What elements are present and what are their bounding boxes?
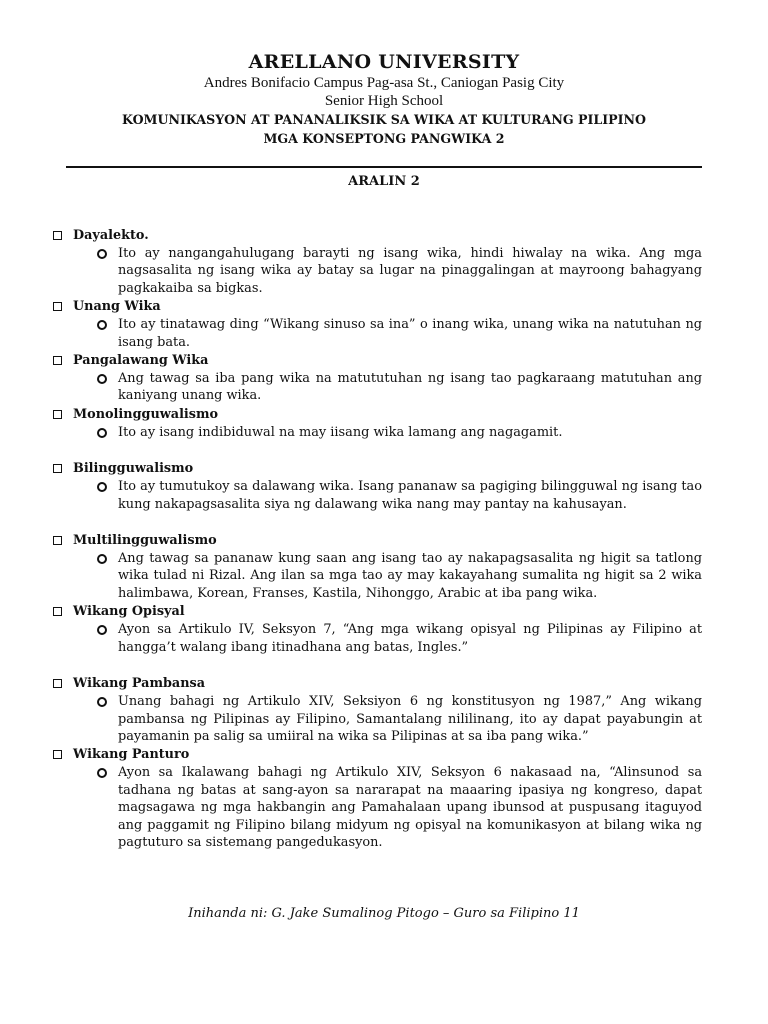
campus-address: Andres Bonifacio Campus Pag-asa St., Caniogan Pasig City — [203, 75, 565, 91]
university-name: ARELLANO UNIVERSITY — [248, 51, 520, 73]
checkbox-icon — [53, 302, 62, 311]
topic-title: MGA KONSEPTONG PANGWIKA 2 — [263, 131, 505, 146]
term-definition: Ito ay tumutukoy sa dalawang wika. Isang pananaw sa pagiging bilingguwal ng isang tao kung nakapagsasalita siya ng dalawang wika nang may pantay na kahusayan. — [118, 479, 702, 512]
document-header — [66, 50, 702, 148]
circle-bullet-icon — [97, 625, 107, 635]
school-level: Senior High School — [324, 93, 444, 109]
term-label: Pangalawang Wika — [73, 353, 209, 369]
prepared-by-footer: Inihanda ni: G. Jake Sumalinog Pitogo – Guro sa Filipino 11 — [188, 906, 580, 921]
circle-bullet-icon — [97, 482, 107, 492]
list-item — [52, 603, 702, 656]
term-definition: Ang tawag sa iba pang wika na matututuhan ng isang tao pagkaraang matutuhan ang kaniyang unang wika. — [118, 371, 702, 404]
list-item — [52, 227, 702, 297]
list-item — [52, 532, 702, 602]
term-definition: Ito ay isang indibiduwal na may iisang wika lamang ang nagagamit. — [118, 424, 563, 440]
term-definition: Ito ay nangangahulugang barayti ng isang wika, hindi hiwalay na wika. Ang mga nagsasalita ng isang wika ay batay sa lugar na pinaggalingan at mayroong bahagyang pagkakaiba sa bigkas. — [118, 246, 702, 296]
header-divider — [66, 166, 702, 168]
checkbox-icon — [53, 231, 62, 240]
checkbox-icon — [53, 750, 62, 759]
term-label: Bilingguwalismo — [73, 461, 194, 477]
term-definition: Ayon sa Ikalawang bahagi ng Artikulo XIV, Seksyon 6 nakasaad na, “Alinsunod sa tadhana ng batas at sang-ayon sa nararapat na maaaring ipasiya ng kongreso, dapat magsagawa ng mga hakbangin ang Pamahalaan upang ibunsod at puspusang itaguyod ang paggamit ng Filipino bilang midyum ng opisyal na komunikasyon at bilang wika ng pagtuturo sa sistemang pangedukasyon. — [118, 765, 702, 850]
circle-bullet-icon — [97, 554, 107, 564]
list-item — [52, 460, 702, 513]
circle-bullet-icon — [97, 374, 107, 384]
term-label: Monolingguwalismo — [73, 406, 219, 422]
checkbox-icon — [53, 536, 62, 545]
term-label: Wikang Opisyal — [73, 604, 185, 620]
checkbox-icon — [53, 607, 62, 616]
list-item — [52, 406, 702, 441]
list-item — [52, 746, 702, 851]
term-label: Dayalekto. — [73, 228, 149, 243]
list-item — [52, 298, 702, 351]
checkbox-icon — [53, 410, 62, 419]
term-definition: Ito ay tinatawag ding “Wikang sinuso sa ina” o inang wika, unang wika na natutuhan ng isang bata. — [118, 317, 702, 350]
term-label: Unang Wika — [73, 299, 161, 315]
term-definition: Ang tawag sa pananaw kung saan ang isang tao ay nakapagsasalita ng higit sa tatlong wika tulad ni Rizal. Ang ilan sa mga tao ay may kakayahang sumalita ng higit sa 2 wika halimbawa, Korean, Franses, Kastila, Nihonggo, Arabic at iba pang wika. — [118, 551, 702, 601]
circle-bullet-icon — [97, 697, 107, 707]
term-label: Multilingguwalismo — [73, 533, 217, 549]
term-definition: Ayon sa Artikulo IV, Seksyon 7, “Ang mga wikang opisyal ng Pilipinas ay Filipino at hangga’t walang ibang itinadhana ang batas, Ingles.” — [118, 622, 702, 655]
list-item — [52, 352, 702, 405]
list-item — [52, 675, 702, 745]
checkbox-icon — [53, 679, 62, 688]
circle-bullet-icon — [97, 249, 107, 259]
circle-bullet-icon — [97, 428, 107, 438]
checkbox-icon — [53, 356, 62, 365]
circle-bullet-icon — [97, 768, 107, 778]
term-definition: Unang bahagi ng Artikulo XIV, Seksiyon 6 ng konstitusyon ng 1987,” Ang wikang pambansa ng Pilipinas ay Filipino, Samantalang nililinang, ito ay dapat payabungin at payamanin pa salig sa umiiral na wika sa Pilipinas at sa iba pang wika.” — [118, 694, 702, 744]
circle-bullet-icon — [97, 320, 107, 330]
concept-list — [52, 227, 702, 852]
checkbox-icon — [53, 464, 62, 473]
subject-title: KOMUNIKASYON AT PANANALIKSIK SA WIKA AT KULTURANG PILIPINO — [121, 112, 646, 127]
lesson-title: ARALIN 2 — [348, 174, 420, 189]
term-label: Wikang Pambansa — [73, 676, 206, 692]
term-label: Wikang Panturo — [73, 747, 190, 763]
